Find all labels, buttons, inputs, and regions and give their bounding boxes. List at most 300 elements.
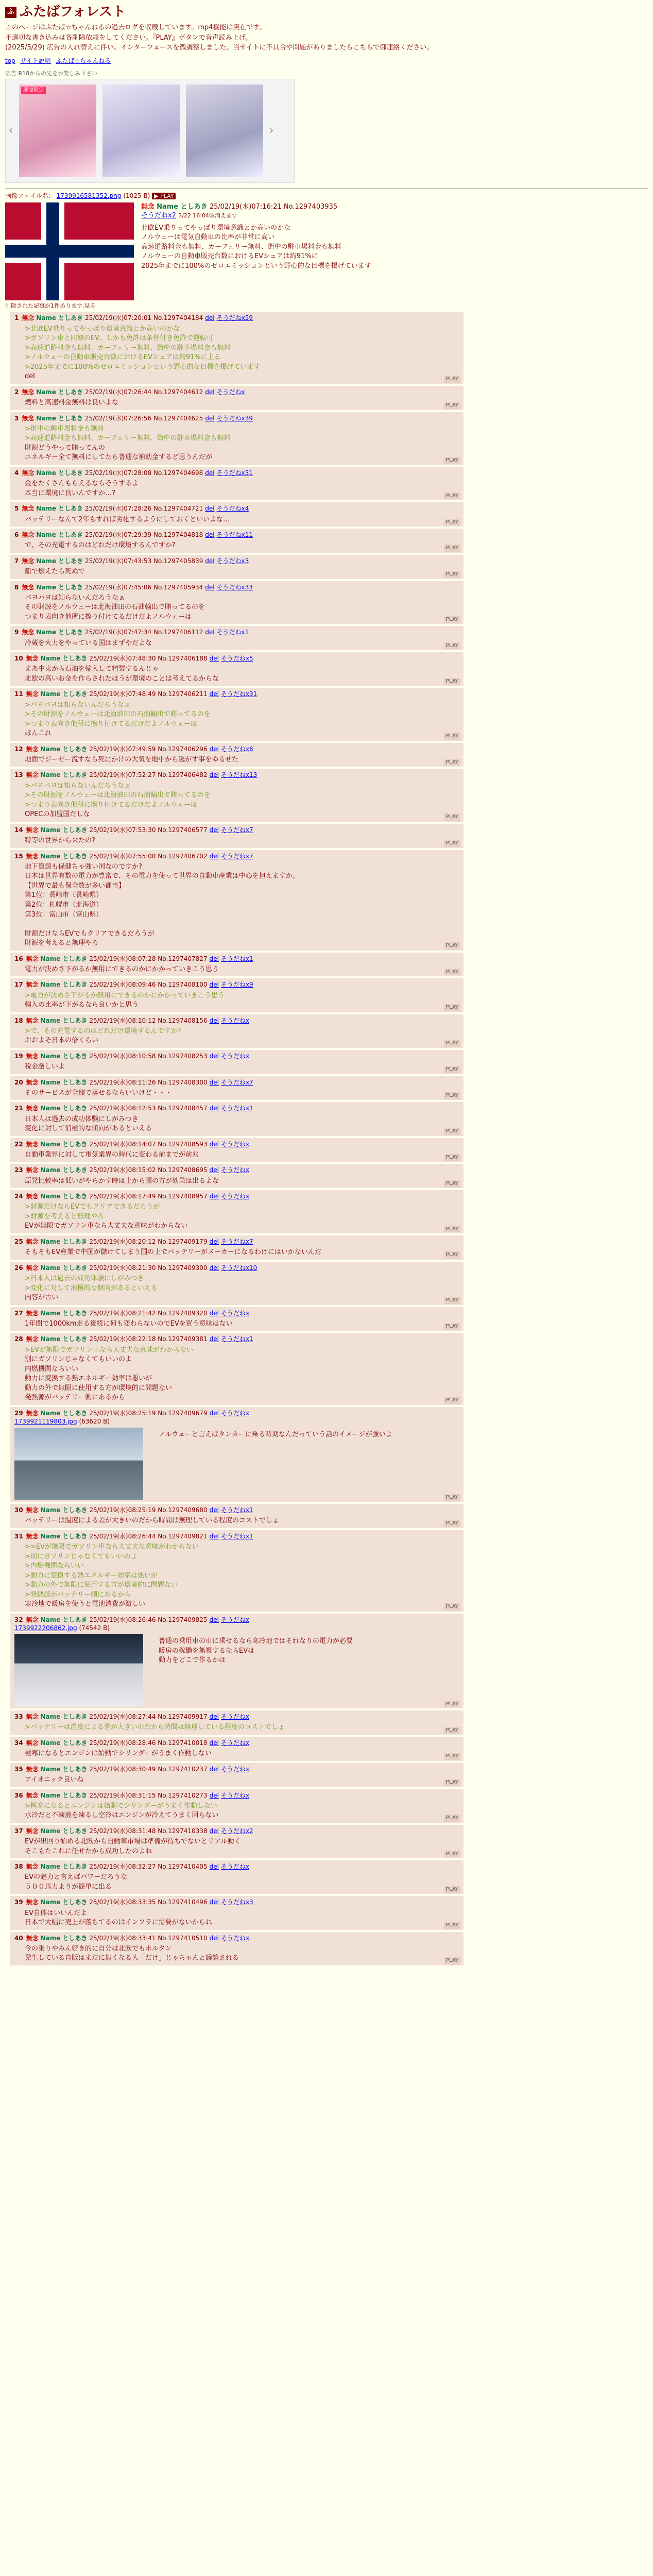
- reply-del-button[interactable]: del: [209, 1409, 219, 1417]
- ad-banner[interactable]: [19, 84, 96, 177]
- reply-name: Name としあき: [40, 852, 88, 860]
- site-logo[interactable]: ふ: [5, 7, 16, 18]
- reply-body: [25, 755, 459, 765]
- nav-link-top[interactable]: top: [5, 57, 15, 64]
- reply-del-button[interactable]: del: [209, 1791, 219, 1799]
- reply-name: Name としあき: [36, 629, 83, 636]
- ad-carousel[interactable]: [5, 79, 295, 183]
- reply-post: [10, 467, 463, 500]
- reply-sodane-button[interactable]: そうだねx1: [220, 1335, 253, 1343]
- reply-subject: 無念: [26, 1140, 39, 1148]
- reply-del-button[interactable]: del: [205, 314, 215, 322]
- reply-header: [14, 531, 459, 539]
- reply-date: 25/02/19(水)08:25:19 No.1297409679: [89, 1409, 208, 1417]
- reply-sodane-button[interactable]: そうだねx11: [216, 531, 253, 539]
- reply-text-line: 水冷だと不凍液を凍るし空冷はエンジンが冷えてうまく回らない: [25, 1811, 219, 1820]
- reply-quote-line: >極寒になるとエンジンは始動でシリンダーがうまく作動しない: [25, 1802, 217, 1810]
- reply-del-button[interactable]: del: [209, 1616, 219, 1623]
- reply-name: Name としあき: [40, 955, 88, 962]
- reply-play-button[interactable]: PLAY: [444, 1815, 460, 1822]
- reply-quote-line: >高速道路料金も無料、カーフェリー無料、街中の駐車場料金も無料: [25, 434, 231, 443]
- reply-sodane-button[interactable]: そうだねx1: [220, 1506, 253, 1514]
- reply-sodane-button[interactable]: そうだねx: [220, 1309, 250, 1317]
- reply-text-line: 特等の世界から来たの?: [25, 837, 95, 845]
- reply-del-button[interactable]: del: [209, 1016, 219, 1024]
- reply-del-button[interactable]: del: [205, 469, 215, 477]
- reply-file-link[interactable]: 1739922206862.jpg: [14, 1624, 77, 1632]
- reply-date: 25/02/19(水)08:20:12 No.1297409179: [89, 1238, 208, 1246]
- reply-body: [25, 1177, 459, 1186]
- reply-post: [10, 978, 463, 1012]
- reply-del-button[interactable]: del: [209, 1105, 219, 1112]
- reply-post: [10, 1138, 463, 1162]
- reply-number: 13: [14, 771, 23, 779]
- reply-play-button[interactable]: PLAY: [444, 1297, 460, 1304]
- op-file-label: 画像ファイル名：: [5, 192, 55, 199]
- reply-play-button[interactable]: PLAY: [444, 1779, 460, 1786]
- reply-text-line: その財源をノルウェーは北海油田の石油輸出で賄ってるのを: [25, 603, 205, 612]
- reply-play-button[interactable]: PLAY: [444, 1128, 460, 1135]
- reply-del-button[interactable]: del: [205, 414, 215, 422]
- reply-text-line: 地下資源も保健ちゃ強い国なのですか?: [25, 862, 142, 871]
- reply-play-button[interactable]: PLAY: [444, 840, 460, 847]
- reply-date: 25/02/19(水)07:28:26 No.1297404721: [85, 505, 203, 513]
- reply-text-line: 暖房の稼働を無視するならEVは: [159, 1647, 255, 1655]
- op-text: [141, 224, 371, 271]
- reply-text-line: 燃料と高速料金無料は良いよな: [25, 399, 119, 407]
- reply-sodane-button[interactable]: そうだねx: [220, 1791, 250, 1799]
- reply-del-button[interactable]: del: [209, 1078, 219, 1086]
- reply-header: [14, 1166, 459, 1174]
- reply-subject: 無念: [22, 583, 35, 591]
- reply-play-button[interactable]: PLAY: [444, 1753, 460, 1760]
- reply-date: 25/02/19(水)08:26:46 No.1297409825: [89, 1616, 208, 1623]
- reply-quote-line: >街中の駐車場料金も無料: [25, 425, 104, 433]
- carousel-next-icon[interactable]: ›: [269, 124, 274, 137]
- reply-name: Name としあき: [36, 469, 83, 477]
- reply-sodane-button[interactable]: そうだねx: [220, 1016, 250, 1024]
- reply-sodane-button[interactable]: そうだねx6: [220, 745, 253, 753]
- reply-text-line: 別にガソリンじゃなくてもいいのよ: [25, 1355, 132, 1364]
- nav-link-futaba[interactable]: ふたば☆ちゃんねる: [56, 57, 111, 64]
- reply-sodane-button[interactable]: そうだねx: [220, 1052, 250, 1060]
- reply-date: 25/02/19(水)07:43:53 No.1297405839: [85, 557, 203, 565]
- reply-quote-line: >つまり表向き他所に擦り付けてるだけだよノルウェーは: [25, 801, 197, 809]
- reply-subject: 無念: [22, 505, 35, 513]
- nav-links: [0, 54, 653, 68]
- reply-subject: 無念: [26, 1016, 39, 1024]
- reply-quote-line: >変化に対して消極的な傾向があるといえる: [25, 1284, 158, 1292]
- reply-sodane-button[interactable]: そうだねx: [220, 1193, 250, 1200]
- op-file-size: (1025 B): [123, 192, 150, 199]
- reply-thumbnail[interactable]: [14, 1428, 143, 1500]
- reply-text-line: EVの魅力と言えばパワーだろうな: [25, 1873, 128, 1882]
- reply-name: Name としあき: [40, 1934, 88, 1942]
- reply-play-button[interactable]: PLAY: [444, 1727, 460, 1734]
- reply-del-button[interactable]: del: [209, 852, 219, 860]
- reply-del-button[interactable]: del: [209, 826, 219, 834]
- reply-post: [10, 1530, 463, 1612]
- reply-play-button[interactable]: PLAY: [444, 814, 460, 821]
- reply-subject: 無念: [26, 1105, 39, 1112]
- reply-sodane-button[interactable]: そうだねx: [220, 1739, 250, 1747]
- reply-name: Name としあき: [40, 1016, 88, 1024]
- reply-del-button[interactable]: del: [205, 531, 215, 539]
- reply-date: 25/02/19(水)07:28:08 No.1297404698: [85, 469, 203, 477]
- reply-sodane-button[interactable]: そうだねx1: [220, 955, 253, 962]
- reply-number: 39: [14, 1899, 23, 1906]
- reply-subject: 無念: [26, 955, 39, 962]
- op-file-link[interactable]: 1739916581352.png: [56, 192, 122, 199]
- reply-text-line: 自動車業界に対して電気業界の時代に変わる前までが前兆: [25, 1150, 199, 1159]
- reply-play-button[interactable]: PLAY: [444, 678, 460, 685]
- reply-sodane-button[interactable]: そうだねx59: [216, 314, 253, 322]
- reply-text-line: ノルウェーと言えばタンカーに乗る時期なんだっていう話のイメージが強いよ: [159, 1431, 392, 1439]
- reply-text-line: 動力に変換する熱エネルギー効率は悪いが: [25, 1375, 152, 1383]
- reply-play-button[interactable]: PLAY: [444, 1494, 460, 1501]
- reply-number: 5: [14, 505, 19, 513]
- reply-date: 25/02/19(水)08:30:49 No.1297410237: [89, 1765, 208, 1773]
- reply-number: 12: [14, 745, 23, 753]
- reply-subject: 無念: [26, 1827, 39, 1835]
- reply-text-line: 今の乗りやみん好き的に自分は北欧でもホルタン: [25, 1944, 172, 1953]
- reply-body: [25, 1248, 459, 1257]
- reply-date: 25/02/19(水)08:27:44 No.1297409917: [89, 1713, 208, 1721]
- reply-sodane-button[interactable]: そうだねx: [220, 1140, 250, 1148]
- reply-play-button[interactable]: PLAY: [444, 616, 460, 623]
- reply-sodane-button[interactable]: そうだねx7: [220, 826, 253, 834]
- reply-post: [10, 953, 463, 977]
- reply-header: [14, 1052, 459, 1060]
- reply-post: [10, 1504, 463, 1528]
- reply-date: 25/02/19(水)08:10:12 No.1297408156: [89, 1016, 208, 1024]
- site-title[interactable]: ふたばフォレスト: [20, 4, 126, 20]
- reply-header: [14, 583, 459, 591]
- reply-del-button[interactable]: del: [205, 505, 215, 513]
- reply-date: 25/02/19(水)08:28:46 No.1297410018: [89, 1739, 208, 1747]
- reply-body: [25, 782, 459, 819]
- reply-play-button[interactable]: PLAY: [444, 402, 460, 409]
- reply-play-button[interactable]: PLAY: [444, 1922, 460, 1929]
- reply-sodane-button[interactable]: そうだねx1: [216, 629, 249, 636]
- reply-header: [14, 690, 459, 698]
- reply-date: 25/02/19(水)08:33:41 No.1297410510: [89, 1934, 208, 1942]
- reply-text-line: エネルギー全て無料にしてたら普通な補助金するど思うんだが: [25, 453, 213, 462]
- reply-name: Name としあき: [40, 1616, 88, 1623]
- reply-play-button[interactable]: PLAY: [444, 545, 460, 552]
- reply-sodane-button[interactable]: そうだねx7: [220, 1078, 253, 1086]
- reply-post: [10, 743, 463, 767]
- reply-sodane-button[interactable]: そうだねx7: [220, 1238, 253, 1246]
- op-expiry: 3/22 16:04頃消えます: [178, 212, 238, 219]
- reply-header: [14, 1616, 459, 1624]
- reply-del-button[interactable]: del: [209, 955, 219, 962]
- reply-del-button[interactable]: del: [209, 745, 219, 753]
- reply-file-line: [14, 1624, 459, 1632]
- reply-play-button[interactable]: PLAY: [444, 376, 460, 383]
- deleted-note: 削除された記事が1件あります.見る: [5, 302, 96, 309]
- reply-date: 25/02/19(水)08:31:15 No.1297410273: [89, 1791, 208, 1799]
- reply-name: Name としあき: [40, 1827, 88, 1835]
- reply-name: Name としあき: [40, 1739, 88, 1747]
- reply-number: 37: [14, 1827, 23, 1835]
- carousel-prev-icon[interactable]: ‹: [8, 124, 13, 137]
- reply-sodane-button[interactable]: そうだねx3: [220, 1899, 253, 1906]
- reply-quote-line: >内燃機関ならいい: [25, 1562, 84, 1570]
- reply-number: 36: [14, 1791, 23, 1799]
- reply-quote-line: >財源だけならEVでもクリアできるだろうが: [25, 1203, 160, 1211]
- reply-text-line: アイオニック良いね: [25, 1775, 84, 1784]
- reply-quote-line: >日本人は過去の成功体験にしがみつき: [25, 1274, 144, 1282]
- reply-name: Name としあき: [40, 1713, 88, 1721]
- reply-subject: 無念: [26, 655, 39, 663]
- reply-subject: 無念: [26, 745, 39, 753]
- reply-play-button[interactable]: PLAY: [444, 1251, 460, 1259]
- reply-subject: 無念: [22, 469, 35, 477]
- reply-play-button[interactable]: PLAY: [444, 1520, 460, 1527]
- reply-play-button[interactable]: PLAY: [444, 1154, 460, 1161]
- reply-body: [25, 541, 459, 550]
- reply-text-line: パヨパヨは知らないんだろうなぁ: [25, 594, 126, 602]
- reply-text-line: バッテリーは温度による差が大きいのだから時間は無理している程度のコストでしょ: [25, 1517, 280, 1525]
- reply-play-button[interactable]: PLAY: [444, 969, 460, 976]
- reply-number: 11: [14, 690, 23, 698]
- reply-post: [10, 688, 463, 740]
- reply-sodane-button[interactable]: そうだねx: [220, 1713, 250, 1721]
- reply-text-line: [25, 920, 459, 929]
- reply-thumbnail[interactable]: [14, 1634, 143, 1706]
- reply-del-button[interactable]: del: [205, 629, 215, 636]
- reply-text-line: 冷蔵を火力をやっている国はまずやだよな: [25, 639, 152, 647]
- reply-quote-line: >財源を考えると無理やろ: [25, 1212, 104, 1221]
- reply-sodane-button[interactable]: そうだねx: [216, 388, 245, 396]
- reply-post: [10, 1789, 463, 1823]
- reply-del-button[interactable]: del: [209, 1166, 219, 1174]
- reply-quote-line: >発熱源がバッテリー側にあるから: [25, 1590, 131, 1599]
- reply-header: [14, 1016, 459, 1025]
- reply-play-button[interactable]: PLAY: [444, 1004, 460, 1011]
- reply-del-button[interactable]: del: [205, 388, 215, 396]
- reply-play-button[interactable]: PLAY: [444, 1040, 460, 1047]
- reply-sodane-button[interactable]: そうだねx7: [220, 852, 253, 860]
- reply-post: [10, 1896, 463, 1929]
- op-sodane-button[interactable]: そうだねx2: [141, 212, 176, 220]
- reply-file-size: (63620 B): [79, 1417, 110, 1425]
- reply-subject: 無念: [26, 1713, 39, 1721]
- reply-number: 27: [14, 1309, 23, 1317]
- reply-play-button[interactable]: PLAY: [444, 1092, 460, 1099]
- reply-play-button[interactable]: PLAY: [444, 1603, 460, 1611]
- reply-header: [14, 414, 459, 422]
- reply-play-button[interactable]: PLAY: [444, 1226, 460, 1233]
- reply-post: [10, 581, 463, 624]
- reply-name: Name としあき: [40, 1264, 88, 1272]
- reply-number: 38: [14, 1863, 23, 1871]
- reply-sodane-button[interactable]: そうだねx31: [220, 690, 257, 698]
- reply-del-button[interactable]: del: [209, 1264, 219, 1272]
- reply-sodane-button[interactable]: そうだねx: [220, 1616, 250, 1623]
- reply-text-line: 寒冷地で暖房を使うと電池消費が激しい: [25, 1600, 146, 1608]
- reply-play-button[interactable]: PLAY: [444, 1886, 460, 1893]
- reply-header: [14, 1713, 459, 1721]
- op-thumbnail-norway-flag[interactable]: [5, 202, 134, 300]
- reply-sodane-button[interactable]: そうだねx10: [220, 1264, 257, 1272]
- reply-text-line: 発生している自販はまだに無くなる人「だけ」じゃちゃんと議論される: [25, 1954, 239, 1962]
- reply-play-button[interactable]: PLAY: [444, 733, 460, 740]
- reply-body: [25, 1944, 459, 1963]
- reply-sodane-button[interactable]: そうだねx31: [216, 469, 253, 477]
- reply-sodane-button[interactable]: そうだねx5: [220, 655, 253, 663]
- reply-del-button[interactable]: del: [209, 1713, 219, 1721]
- reply-date: 25/02/19(水)08:21:30 No.1297409300: [89, 1264, 208, 1272]
- reply-sodane-button[interactable]: そうだねx3: [216, 557, 249, 565]
- reply-date: 25/02/19(水)07:26:56 No.1297404625: [85, 414, 203, 422]
- reply-quote-line: >で、その充電するのはどれだけ環境するんですか?: [25, 1027, 181, 1035]
- reply-body: [25, 665, 459, 683]
- reply-play-button[interactable]: PLAY: [444, 1066, 460, 1073]
- reply-sodane-button[interactable]: そうだねx: [220, 1765, 250, 1773]
- reply-date: 25/02/19(水)08:09:46 No.1297408100: [89, 981, 208, 989]
- reply-subject: 無念: [22, 557, 35, 565]
- reply-del-button[interactable]: del: [209, 1765, 219, 1773]
- reply-post: [10, 626, 463, 650]
- reply-del-button[interactable]: del: [209, 771, 219, 779]
- reply-sodane-button[interactable]: そうだねx13: [220, 771, 257, 779]
- reply-play-button[interactable]: PLAY: [444, 1323, 460, 1330]
- reply-play-button[interactable]: PLAY: [444, 493, 460, 500]
- reply-text-line: 1年間で1000km走る後続に何も変わらないのでEVを買う意味はない: [25, 1319, 233, 1328]
- reply-header: [14, 1827, 459, 1835]
- reply-quote-line: >電力が決めさ下がるか無用にできるのかにかかっていきこう思う: [25, 991, 225, 999]
- reply-number: 10: [14, 655, 23, 663]
- reply-header: [14, 771, 459, 779]
- reply-del-button[interactable]: del: [205, 583, 215, 591]
- reply-del-button[interactable]: del: [209, 1052, 219, 1060]
- reply-play-button[interactable]: PLAY: [444, 1851, 460, 1858]
- reply-del-button[interactable]: del: [209, 1140, 219, 1148]
- reply-del-button[interactable]: del: [209, 1739, 219, 1747]
- reply-body: [25, 1802, 459, 1820]
- reply-quote-line: >パヨパヨは知らないんだろうなぁ: [25, 701, 131, 709]
- reply-sodane-button[interactable]: そうだねx: [220, 1934, 250, 1942]
- reply-number: 24: [14, 1193, 23, 1200]
- reply-header: [14, 388, 459, 396]
- ad-banner[interactable]: [186, 84, 263, 177]
- reply-text-line: EVが出回り始める北欧から自動車市場は準備が待ちでないとリアル動く: [25, 1837, 241, 1845]
- reply-sodane-button[interactable]: そうだねx4: [216, 505, 249, 513]
- op-text-line: 北欧EV乗りってやっぱり環境意識とか高いのかな: [141, 224, 291, 232]
- op-play-button[interactable]: ▶ PLAY: [152, 193, 176, 199]
- reply-play-button[interactable]: PLAY: [444, 1701, 460, 1708]
- reply-play-button[interactable]: PLAY: [444, 1397, 460, 1404]
- reply-play-button[interactable]: PLAY: [444, 759, 460, 766]
- reply-text-line: 本当に環境に良いんですか…?: [25, 489, 115, 497]
- op-subject: 無念: [141, 202, 155, 211]
- reply-header: [14, 1264, 459, 1272]
- reply-quote-line: >ガソリン車と同額のEV、しかも免許は条件付き免許で運転可: [25, 334, 213, 343]
- reply-number: 33: [14, 1713, 23, 1721]
- reply-play-button[interactable]: PLAY: [444, 642, 460, 650]
- reply-sodane-button[interactable]: そうだねx9: [220, 981, 253, 989]
- reply-play-button[interactable]: PLAY: [444, 1957, 460, 1964]
- reply-date: 25/02/19(水)07:26:44 No.1297404612: [85, 388, 203, 396]
- reply-number: 35: [14, 1765, 23, 1773]
- reply-quote-line: >動力に変換する熱エネルギー効率は悪いが: [25, 1571, 158, 1580]
- reply-header: [14, 628, 459, 636]
- reply-sodane-button[interactable]: そうだねx: [220, 1409, 250, 1417]
- reply-del-button[interactable]: del: [209, 690, 219, 698]
- reply-date: 25/02/19(水)07:55:00 No.1297406702: [89, 852, 208, 860]
- reply-del-button[interactable]: del: [209, 1335, 219, 1343]
- reply-number: 4: [14, 469, 19, 477]
- reply-subject: 無念: [26, 852, 39, 860]
- reply-number: 2: [14, 388, 19, 396]
- reply-sodane-button[interactable]: そうだねx: [220, 1166, 250, 1174]
- reply-body: [25, 594, 459, 622]
- reply-del-button[interactable]: del: [209, 1899, 219, 1906]
- reply-date: 25/02/19(水)08:17:49 No.1297408957: [89, 1193, 208, 1200]
- reply-del-button[interactable]: del: [209, 1532, 219, 1540]
- reply-sodane-button[interactable]: そうだねx: [220, 1863, 250, 1871]
- reply-number: 26: [14, 1264, 23, 1272]
- reply-sodane-button[interactable]: そうだねx2: [220, 1827, 253, 1835]
- reply-del-button[interactable]: del: [209, 1827, 219, 1835]
- site-notice: [0, 23, 653, 53]
- reply-file-link[interactable]: 1739921119803.jpg: [14, 1417, 77, 1425]
- reply-subject: 無念: [22, 629, 35, 636]
- reply-text-line: 財源どうやって賄ってんの: [25, 444, 106, 452]
- reply-del-button[interactable]: del: [209, 1309, 219, 1317]
- reply-name: Name としあき: [40, 1078, 88, 1086]
- nav-link-about[interactable]: サイト説明: [20, 57, 51, 64]
- reply-del-button[interactable]: del: [209, 655, 219, 663]
- reply-subject: 無念: [26, 1765, 39, 1773]
- reply-sodane-button[interactable]: そうだねx1: [220, 1532, 253, 1540]
- reply-sodane-button[interactable]: そうだねx39: [216, 414, 253, 422]
- op-meta: [141, 202, 371, 300]
- reply-sodane-button[interactable]: そうだねx33: [216, 583, 253, 591]
- reply-body: [159, 1430, 392, 1500]
- reply-number: 25: [14, 1238, 23, 1246]
- reply-header: [14, 314, 459, 322]
- reply-name: Name としあき: [40, 981, 88, 989]
- notice-line: (2025/5/29) 広告の入れ替えに伴い、インターフェースを微調整しました。当サイトに不具合や問題がありましたらこちらで御連絡ください。: [5, 44, 434, 52]
- reply-play-button[interactable]: PLAY: [444, 519, 460, 526]
- reply-play-button[interactable]: PLAY: [444, 571, 460, 578]
- reply-sodane-button[interactable]: そうだねx1: [220, 1105, 253, 1112]
- reply-del-button[interactable]: del: [209, 1238, 219, 1246]
- reply-name: Name としあき: [40, 690, 88, 698]
- reply-del-button[interactable]: del: [209, 1506, 219, 1514]
- reply-header: [14, 1192, 459, 1200]
- reply-play-button[interactable]: PLAY: [444, 942, 460, 950]
- reply-body: [25, 1909, 459, 1927]
- ad-banner[interactable]: [102, 84, 180, 177]
- reply-body: [25, 567, 459, 577]
- reply-header: [14, 1335, 459, 1343]
- reply-quote-line: >>EVが無限でガソリン車なら大丈夫な意味がわからない: [25, 1543, 199, 1551]
- reply-del-button[interactable]: del: [209, 981, 219, 989]
- reply-text-line: 日本で大幅に売上が落ちてるのはインフラに需要がないからね: [25, 1919, 212, 1927]
- reply-del-button[interactable]: del: [209, 1863, 219, 1871]
- reply-del-button[interactable]: del: [209, 1934, 219, 1942]
- reply-del-button[interactable]: del: [209, 1193, 219, 1200]
- reply-del-button[interactable]: del: [205, 557, 215, 565]
- reply-header: [14, 1104, 459, 1112]
- reply-play-button[interactable]: PLAY: [444, 1180, 460, 1188]
- reply-body: [25, 1873, 459, 1891]
- reply-play-button[interactable]: PLAY: [444, 457, 460, 464]
